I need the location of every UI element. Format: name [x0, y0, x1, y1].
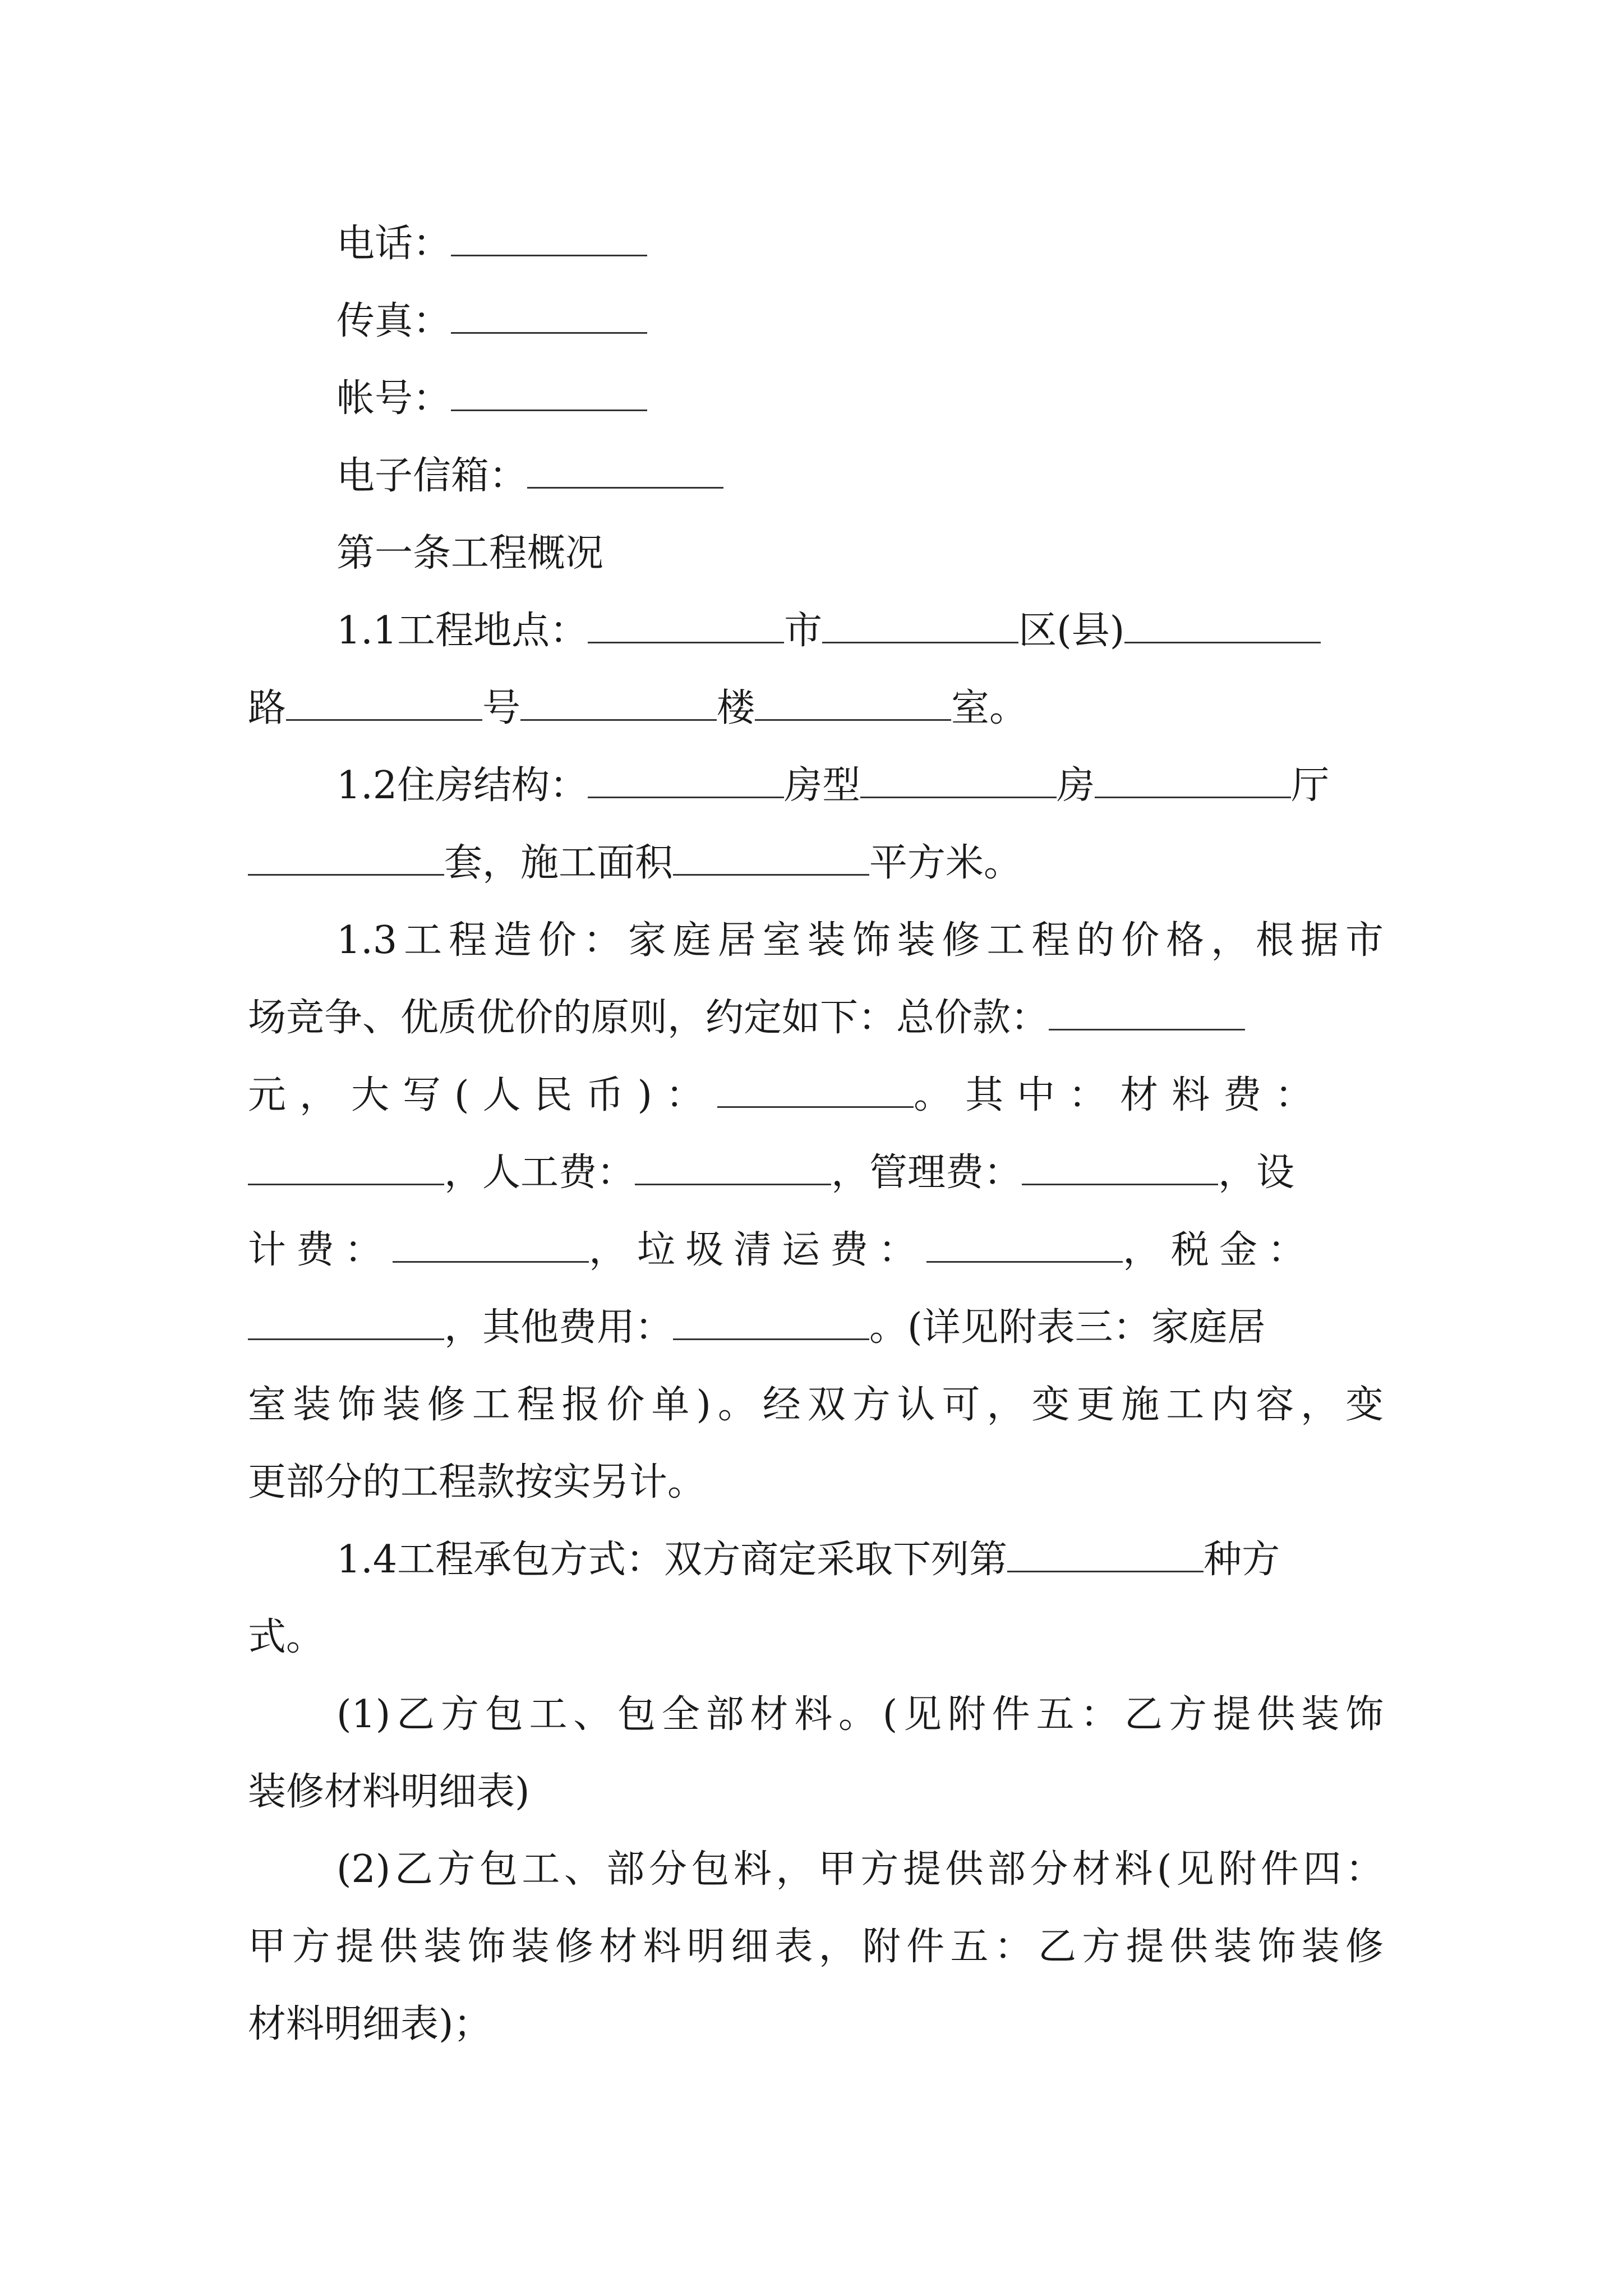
- building-blank: [520, 690, 717, 721]
- line-1-3-a: 1.3工程造价：家庭居室装饰装修工程的价格，根据市: [336, 918, 1384, 963]
- email-field: [336, 445, 723, 507]
- garbage-fee-blank: [926, 1232, 1123, 1263]
- total-price-blank: [1049, 1000, 1245, 1030]
- material-fee-blank: [248, 1154, 444, 1185]
- set-count-blank: [248, 845, 444, 876]
- district-blank: [822, 613, 1018, 643]
- line-1-3-c: 元，大写(人民币)： 。其中：材料费：: [248, 1073, 1327, 1117]
- phone-label: 电话：: [336, 222, 451, 266]
- line-1-3-h: 更部分的工程款按实另计。: [248, 1460, 706, 1504]
- road-blank: [1124, 613, 1321, 643]
- fax-blank: [451, 303, 647, 334]
- tax-blank: [248, 1309, 444, 1340]
- email-blank: [527, 458, 723, 489]
- option-1-b: 装修材料明细表): [248, 1770, 530, 1814]
- room-blank: [755, 690, 951, 721]
- option-1-a: (1)乙方包工、包全部材料。(见附件五：乙方提供装饰: [336, 1692, 1384, 1737]
- phone-field: [336, 213, 647, 275]
- line-1-3-f: ，其他费用： 。(详见附表三：家庭居: [248, 1297, 1384, 1359]
- line-1-1-b: 路 号 楼 室。: [248, 686, 1028, 730]
- management-fee-blank: [1022, 1154, 1218, 1185]
- line-1-4-b: 式。: [248, 1615, 325, 1659]
- structure-blank: [588, 767, 784, 798]
- line-1-2-a: 1.2住房结构： 房型 房 厅: [336, 763, 1330, 808]
- account-field: [336, 368, 647, 430]
- option-2-b: 甲方提供装饰装修材料明细表，附件五：乙方提供装饰装修: [248, 1925, 1384, 1969]
- room-count-blank: [860, 767, 1057, 798]
- number-blank: [286, 690, 482, 721]
- line-1-1-a: 1.1工程地点： 市 区(县): [336, 600, 1384, 662]
- account-blank: [451, 380, 647, 411]
- other-fee-blank: [673, 1309, 869, 1340]
- line-1-3-b: 场竞争、优质优价的原则，约定如下：总价款：: [248, 987, 1384, 1049]
- option-2-a: (2)乙方包工、部分包料，甲方提供部分材料(见附件四：: [336, 1847, 1384, 1892]
- design-fee-blank: [393, 1232, 589, 1263]
- line-1-4-a: 1.4工程承包方式：双方商定采取下列第 种方: [336, 1538, 1280, 1582]
- fax-field: [336, 291, 647, 352]
- labor-fee-blank: [635, 1154, 831, 1185]
- email-label: 电子信箱：: [336, 454, 528, 498]
- article-heading: 第一条工程概况: [336, 531, 604, 576]
- line-1-3-e: 计费： ，垃圾清运费： ，税金：: [248, 1228, 1316, 1272]
- phone-blank: [451, 226, 647, 256]
- area-blank: [673, 845, 869, 876]
- hall-count-blank: [1095, 767, 1291, 798]
- option-2-c: 材料明细表)；: [248, 2002, 492, 2046]
- line-1-2-b: 套，施工面积 平方米。: [248, 832, 1384, 894]
- account-label: 帐号：: [336, 376, 451, 421]
- fax-label: 传真：: [336, 299, 451, 343]
- line-1-3-g: 室装饰装修工程报价单)。经双方认可，变更施工内容，变: [248, 1383, 1384, 1427]
- rmb-blank: [717, 1077, 914, 1108]
- city-blank: [588, 613, 784, 643]
- method-blank: [1007, 1542, 1204, 1572]
- line-1-3-d: ，人工费： ，管理费： ，设: [248, 1142, 1384, 1204]
